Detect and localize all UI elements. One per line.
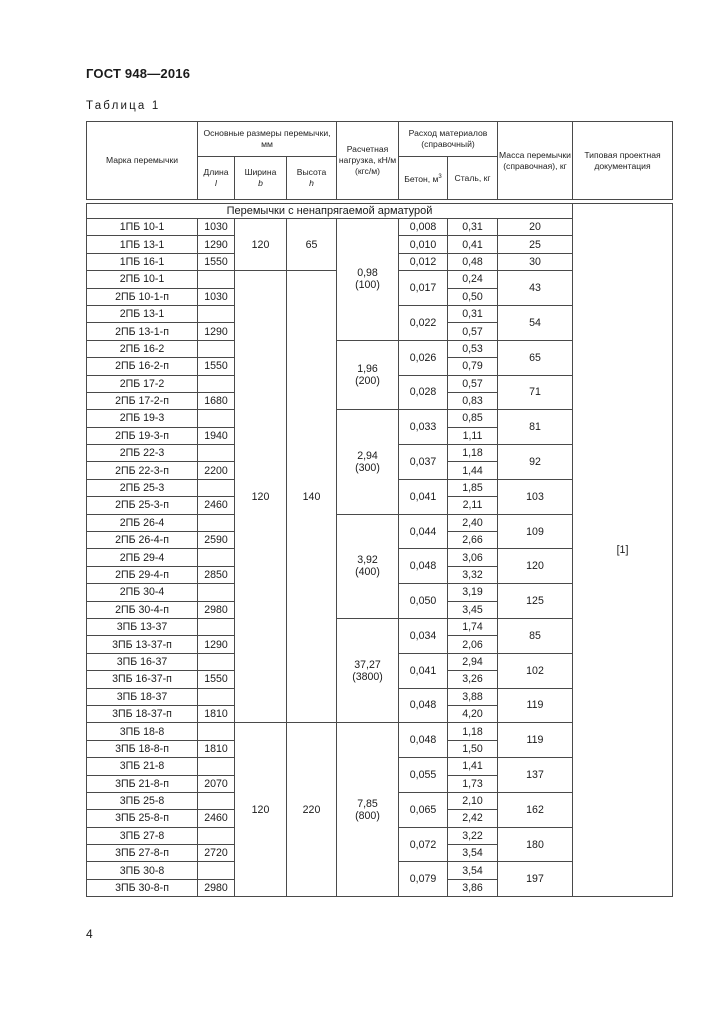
length-cell: 1290 — [198, 323, 235, 340]
length-cell: 2200 — [198, 462, 235, 479]
height-cell: 220 — [287, 723, 337, 897]
mark-cell: 2ПБ 10-1-п — [87, 288, 198, 305]
mass-cell: 65 — [498, 340, 573, 375]
concrete-cell: 0,033 — [399, 410, 448, 445]
section-title: Перемычки с ненапрягаемой арматурой — [87, 204, 573, 219]
steel-cell: 0,48 — [448, 253, 498, 270]
load-cell: 0,98 (100) — [337, 219, 399, 341]
length-cell: 1810 — [198, 705, 235, 722]
steel-cell: 3,22 — [448, 827, 498, 844]
length-cell — [198, 375, 235, 392]
steel-cell: 0,31 — [448, 219, 498, 236]
mark-cell: 3ПБ 18-8-п — [87, 740, 198, 757]
header-mass: Масса перемычки (справочная), кг — [498, 122, 573, 200]
mark-cell: 3ПБ 30-8 — [87, 862, 198, 879]
mass-cell: 54 — [498, 305, 573, 340]
concrete-cell: 0,050 — [399, 584, 448, 619]
concrete-cell: 0,012 — [399, 253, 448, 270]
concrete-cell: 0,022 — [399, 305, 448, 340]
mass-cell: 162 — [498, 792, 573, 827]
mark-cell: 2ПБ 17-2-п — [87, 392, 198, 409]
steel-cell: 1,41 — [448, 758, 498, 775]
load-cell: 7,85 (800) — [337, 723, 399, 897]
mark-cell: 2ПБ 16-2-п — [87, 358, 198, 375]
concrete-cell: 0,017 — [399, 271, 448, 306]
mark-cell: 2ПБ 26-4-п — [87, 532, 198, 549]
steel-cell: 3,19 — [448, 584, 498, 601]
length-cell — [198, 827, 235, 844]
length-cell — [198, 305, 235, 322]
mark-cell: 1ПБ 10-1 — [87, 219, 198, 236]
load-cell: 1,96 (200) — [337, 340, 399, 410]
doc-reference-cell: [1] — [573, 204, 673, 897]
mass-cell: 125 — [498, 584, 573, 619]
mark-cell: 2ПБ 30-4-п — [87, 601, 198, 618]
length-cell: 1290 — [198, 636, 235, 653]
concrete-cell: 0,072 — [399, 827, 448, 862]
mark-cell: 2ПБ 26-4 — [87, 514, 198, 531]
length-cell — [198, 584, 235, 601]
mass-cell: 30 — [498, 253, 573, 270]
length-cell: 1030 — [198, 219, 235, 236]
mark-cell: 2ПБ 22-3-п — [87, 462, 198, 479]
steel-cell: 3,54 — [448, 862, 498, 879]
header-steel: Сталь, кг — [448, 157, 498, 200]
mass-cell: 119 — [498, 688, 573, 723]
mark-cell: 2ПБ 22-3 — [87, 445, 198, 462]
length-cell — [198, 862, 235, 879]
steel-cell: 0,24 — [448, 271, 498, 288]
mark-cell: 2ПБ 19-3-п — [87, 427, 198, 444]
header-height: Высота h — [287, 157, 337, 200]
mass-cell: 120 — [498, 549, 573, 584]
steel-cell: 0,57 — [448, 323, 498, 340]
mark-cell: 2ПБ 13-1-п — [87, 323, 198, 340]
table-caption: Таблица 1 — [86, 100, 161, 112]
length-cell: 2980 — [198, 601, 235, 618]
length-cell — [198, 271, 235, 288]
load-cell: 2,94 (300) — [337, 410, 399, 514]
concrete-cell: 0,041 — [399, 653, 448, 688]
mark-cell: 3ПБ 27-8-п — [87, 845, 198, 862]
length-cell — [198, 723, 235, 740]
height-cell: 65 — [287, 219, 337, 271]
steel-cell: 2,10 — [448, 792, 498, 809]
lintels-table — [86, 121, 673, 897]
mark-cell: 2ПБ 10-1 — [87, 271, 198, 288]
document-code: ГОСТ 948—2016 — [86, 66, 191, 81]
mass-cell: 92 — [498, 445, 573, 480]
length-cell — [198, 618, 235, 635]
width-cell: 120 — [235, 271, 287, 723]
concrete-cell: 0,055 — [399, 758, 448, 793]
steel-cell: 0,50 — [448, 288, 498, 305]
concrete-cell: 0,048 — [399, 549, 448, 584]
mark-cell: 1ПБ 13-1 — [87, 236, 198, 253]
steel-cell: 2,66 — [448, 532, 498, 549]
length-cell: 1550 — [198, 253, 235, 270]
header-mark: Марка перемычки — [87, 122, 198, 200]
mass-cell: 180 — [498, 827, 573, 862]
steel-cell: 1,44 — [448, 462, 498, 479]
steel-cell: 2,11 — [448, 497, 498, 514]
mark-cell: 2ПБ 30-4 — [87, 584, 198, 601]
mark-cell: 3ПБ 27-8 — [87, 827, 198, 844]
length-cell: 2720 — [198, 845, 235, 862]
steel-cell: 0,53 — [448, 340, 498, 357]
mark-cell: 2ПБ 16-2 — [87, 340, 198, 357]
length-cell: 2590 — [198, 532, 235, 549]
header-load: Расчетная нагрузка, кН/м (кгс/м) — [337, 122, 399, 200]
mark-cell: 3ПБ 13-37 — [87, 618, 198, 635]
steel-cell: 0,41 — [448, 236, 498, 253]
concrete-cell: 0,028 — [399, 375, 448, 410]
length-cell: 1940 — [198, 427, 235, 444]
steel-cell: 0,57 — [448, 375, 498, 392]
mark-cell: 3ПБ 21-8-п — [87, 775, 198, 792]
length-cell: 1290 — [198, 236, 235, 253]
steel-cell: 1,85 — [448, 479, 498, 496]
mark-cell: 1ПБ 16-1 — [87, 253, 198, 270]
mark-cell: 2ПБ 17-2 — [87, 375, 198, 392]
load-cell: 3,92 (400) — [337, 514, 399, 618]
steel-cell: 3,45 — [448, 601, 498, 618]
steel-cell: 2,06 — [448, 636, 498, 653]
mark-cell: 3ПБ 16-37 — [87, 653, 198, 670]
concrete-cell: 0,010 — [399, 236, 448, 253]
length-cell: 1550 — [198, 358, 235, 375]
mark-cell: 3ПБ 13-37-п — [87, 636, 198, 653]
steel-cell: 3,06 — [448, 549, 498, 566]
mark-cell: 2ПБ 25-3-п — [87, 497, 198, 514]
steel-cell: 0,83 — [448, 392, 498, 409]
table-body — [87, 204, 673, 897]
load-cell: 37,27 (3800) — [337, 618, 399, 722]
concrete-cell: 0,048 — [399, 688, 448, 723]
concrete-cell: 0,037 — [399, 445, 448, 480]
steel-cell: 2,42 — [448, 810, 498, 827]
mark-cell: 3ПБ 18-8 — [87, 723, 198, 740]
height-cell: 140 — [287, 271, 337, 723]
mark-cell: 3ПБ 16-37-п — [87, 671, 198, 688]
mass-cell: 81 — [498, 410, 573, 445]
length-cell: 1550 — [198, 671, 235, 688]
length-cell: 2460 — [198, 810, 235, 827]
steel-cell: 2,40 — [448, 514, 498, 531]
steel-cell: 1,18 — [448, 445, 498, 462]
mark-cell: 3ПБ 18-37-п — [87, 705, 198, 722]
header-consumption: Расход материалов (справочный) — [399, 122, 498, 157]
concrete-cell: 0,008 — [399, 219, 448, 236]
mass-cell: 197 — [498, 862, 573, 897]
length-cell — [198, 792, 235, 809]
mass-cell: 137 — [498, 758, 573, 793]
concrete-cell: 0,079 — [399, 862, 448, 897]
length-cell — [198, 688, 235, 705]
steel-cell: 3,32 — [448, 566, 498, 583]
steel-cell: 1,74 — [448, 618, 498, 635]
steel-cell: 1,18 — [448, 723, 498, 740]
mass-cell: 25 — [498, 236, 573, 253]
width-cell: 120 — [235, 723, 287, 897]
steel-cell: 0,85 — [448, 410, 498, 427]
concrete-cell: 0,041 — [399, 479, 448, 514]
mass-cell: 20 — [498, 219, 573, 236]
header-length: Длина l — [198, 157, 235, 200]
steel-cell: 3,88 — [448, 688, 498, 705]
header-width: Ширина b — [235, 157, 287, 200]
mark-cell: 2ПБ 25-3 — [87, 479, 198, 496]
steel-cell: 0,31 — [448, 305, 498, 322]
length-cell: 1810 — [198, 740, 235, 757]
mark-cell: 3ПБ 21-8 — [87, 758, 198, 775]
concrete-cell: 0,034 — [399, 618, 448, 653]
length-cell — [198, 479, 235, 496]
length-cell — [198, 410, 235, 427]
mass-cell: 103 — [498, 479, 573, 514]
steel-cell: 2,94 — [448, 653, 498, 670]
header-documentation: Типовая проектная документация — [573, 122, 673, 200]
length-cell: 2460 — [198, 497, 235, 514]
length-cell — [198, 653, 235, 670]
steel-cell: 0,79 — [448, 358, 498, 375]
width-cell: 120 — [235, 219, 287, 271]
steel-cell: 1,73 — [448, 775, 498, 792]
mark-cell: 2ПБ 19-3 — [87, 410, 198, 427]
header-dimensions: Основные размеры перемычки, мм — [198, 122, 337, 157]
mark-cell: 3ПБ 30-8-п — [87, 879, 198, 896]
length-cell — [198, 340, 235, 357]
mass-cell: 85 — [498, 618, 573, 653]
concrete-cell: 0,044 — [399, 514, 448, 549]
length-cell — [198, 758, 235, 775]
length-cell: 2980 — [198, 879, 235, 896]
concrete-cell: 0,065 — [399, 792, 448, 827]
steel-cell: 1,11 — [448, 427, 498, 444]
steel-cell: 3,86 — [448, 879, 498, 896]
mark-cell: 2ПБ 29-4-п — [87, 566, 198, 583]
mass-cell: 102 — [498, 653, 573, 688]
mark-cell: 3ПБ 25-8-п — [87, 810, 198, 827]
steel-cell: 1,50 — [448, 740, 498, 757]
mass-cell: 119 — [498, 723, 573, 758]
mass-cell: 71 — [498, 375, 573, 410]
steel-cell: 3,54 — [448, 845, 498, 862]
length-cell — [198, 549, 235, 566]
concrete-cell: 0,026 — [399, 340, 448, 375]
steel-cell: 3,26 — [448, 671, 498, 688]
page-number: 4 — [86, 927, 93, 941]
concrete-cell: 0,048 — [399, 723, 448, 758]
mark-cell: 2ПБ 13-1 — [87, 305, 198, 322]
mark-cell: 2ПБ 29-4 — [87, 549, 198, 566]
length-cell — [198, 514, 235, 531]
mark-cell: 3ПБ 25-8 — [87, 792, 198, 809]
length-cell: 2070 — [198, 775, 235, 792]
mass-cell: 109 — [498, 514, 573, 549]
steel-cell: 4,20 — [448, 705, 498, 722]
mark-cell: 3ПБ 18-37 — [87, 688, 198, 705]
length-cell: 1680 — [198, 392, 235, 409]
length-cell — [198, 445, 235, 462]
mass-cell: 43 — [498, 271, 573, 306]
header-concrete: Бетон, $м^3$ — [399, 157, 448, 200]
length-cell: 1030 — [198, 288, 235, 305]
length-cell: 2850 — [198, 566, 235, 583]
